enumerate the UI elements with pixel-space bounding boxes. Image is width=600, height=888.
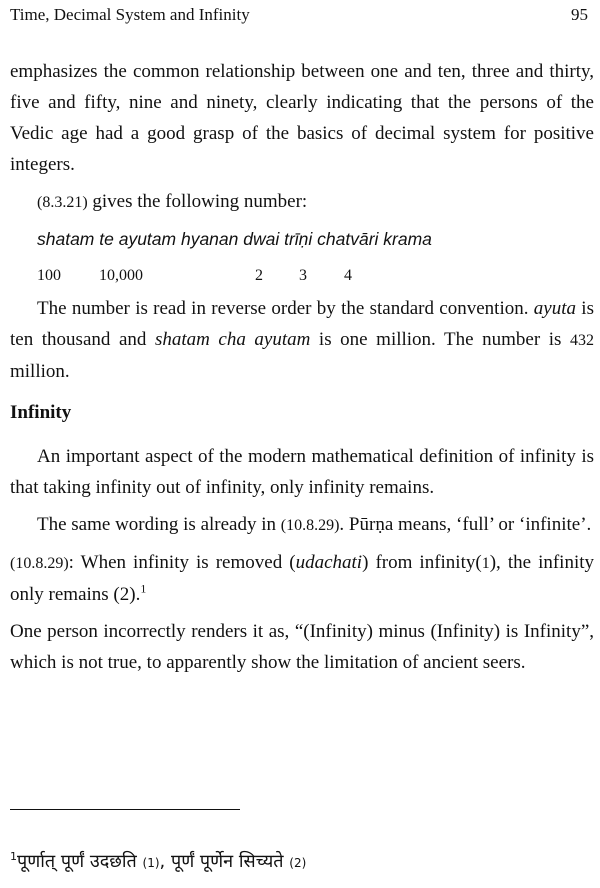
italic-term: ayuta [533,298,576,319]
running-head [10,4,588,26]
number-gloss-line [10,259,594,293]
number-gloss: 4 [344,267,352,284]
verse-reference: (10.8.29) [280,517,340,534]
verse-reference: (8.3.21) [37,194,88,211]
paragraph-text: The same wording is already in [37,514,281,535]
number-value: 432 [569,332,594,349]
paragraph-text: million. [10,361,70,382]
footnote [10,850,306,875]
paragraph-infinity-removed [10,547,594,610]
section-heading: Infinity [10,402,72,423]
number-gloss: 3 [299,267,307,284]
footnote-number: (1) [142,856,160,870]
paragraph-text: . Pūrṇa means, ‘full’ or ‘infinite’. [339,514,592,535]
number-gloss: 100 [37,267,61,284]
footnote-marker: 1 [140,581,147,596]
paragraph-incorrect-rendering: One person incorrectly renders it as, “(Infinity) minus (Infinity) is Infinity”, which is not true, to apparently show the limitation of ancient seers. [10,621,594,673]
chapter-title: Time, Decimal System and Infinity [10,5,250,24]
paragraph-reference-number [10,186,594,218]
paragraph-infinity-definition: An important aspect of the modern mathematical definition of infinity is that taking infinity out of infinity, only infinity remains. [10,446,594,498]
paragraph-text: is one million. The number is [310,329,570,350]
inline-number: 2 [119,584,130,605]
page-body [10,56,594,678]
footnote-sanskrit-text: पूर्णात् पूर्णं उदछति [17,851,143,872]
number-gloss: 2 [255,267,263,284]
paragraph-text: gives the following number: [87,191,308,212]
page-number: 95 [571,5,588,24]
paragraph-reverse-order [10,293,594,387]
sanskrit-verse: shatam te ayutam hyanan dwai trīṇi chatvāri krama [37,229,432,249]
inline-number: 1 [481,555,490,572]
paragraph-text: ) from infinity( [362,552,482,573]
italic-term: shatam cha ayutam [154,329,311,350]
paragraph-text: The number is read in reverse order by the standard convention. [37,298,534,319]
verse-reference: (10.8.29) [10,555,69,572]
footnote-sanskrit-text: , पूर्णं पूर्णेन सिच्यते [159,851,290,872]
paragraph-text: : When infinity is removed ( [68,552,296,573]
paragraph-text: ). [129,584,141,605]
paragraph-text: is ten thousand and [10,298,594,350]
paragraph-text: ), the infinity only remains ( [10,552,595,605]
footnote-divider [10,809,240,810]
footnote-number: (2) [289,856,307,870]
number-gloss: 10,000 [99,267,143,284]
paragraph-purna [10,509,594,541]
footnote-mark: 1 [10,850,17,863]
paragraph-decimal-relationship: emphasizes the common relationship between one and ten, three and thirty, five and fifty, nine and ninety, clearly indicating that the persons of the Vedic age had a good grasp of the basics of decimal system for positive integers. [10,61,594,175]
italic-term: udachati [295,552,363,573]
